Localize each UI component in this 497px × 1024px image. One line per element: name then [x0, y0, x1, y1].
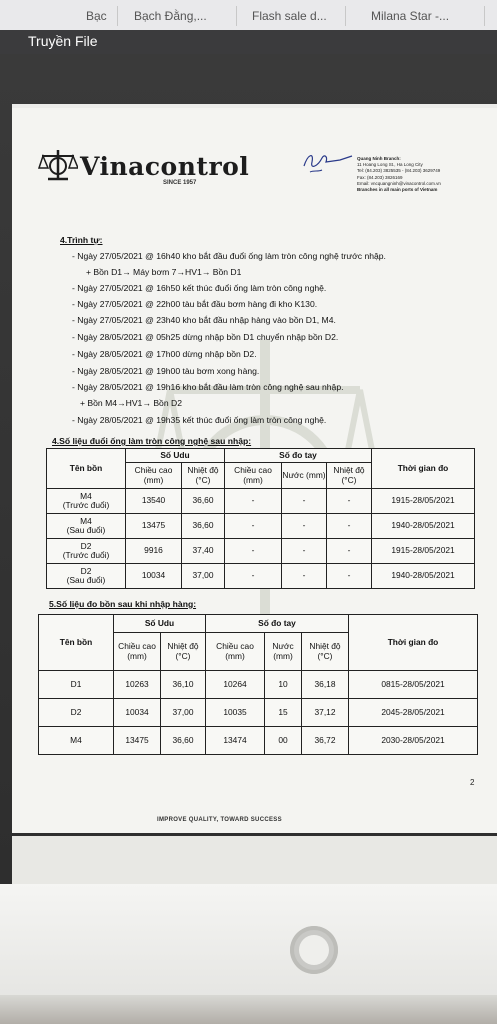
procedure-line: - Ngày 28/05/2021 @ 19h16 kho bắt đầu làm tròn công nghệ sau nhập.: [72, 382, 344, 392]
branch-fax: Fax: (84.203) 3826169: [357, 174, 403, 180]
th-height-manual: Chiều cao (mm): [225, 463, 282, 489]
tank-cell: D2 (Trước đuổi): [47, 539, 126, 564]
time-cell: 0815-28/05/2021: [349, 671, 478, 699]
home-button-icon: [299, 935, 329, 965]
tab-divider: [236, 6, 237, 26]
height-manual-cell: -: [225, 514, 282, 539]
table-row: [47, 564, 475, 589]
th-water: Nước (mm): [265, 633, 302, 671]
section4-heading: 4.Trình tự:: [60, 235, 103, 245]
temp-manual-cell: -: [327, 514, 372, 539]
th-manual: Số đo tay: [225, 449, 372, 463]
temp-manual-cell: 36,72: [302, 727, 349, 755]
tab-milana-star[interactable]: Milana Star -...: [371, 9, 450, 23]
table-row: [47, 514, 475, 539]
table-row: [39, 699, 478, 727]
height-manual-cell: -: [225, 539, 282, 564]
th-udu: Số Udu: [126, 449, 225, 463]
procedure-line: - Ngày 27/05/2021 @ 16h40 kho bắt đầu đuổi ống làm tròn công nghệ trước nhập.: [72, 251, 386, 261]
th-manual: Số đo tay: [206, 615, 349, 633]
th-temp: Nhiệt độ (°C): [161, 633, 206, 671]
tab-bac[interactable]: Bạc: [86, 9, 107, 23]
temp-cell: 36,60: [182, 514, 225, 539]
height-cell: 13475: [114, 727, 161, 755]
time-cell: 1915-28/05/2021: [372, 489, 475, 514]
company-since: SINCE 1957: [163, 180, 197, 186]
th-time: Thời gian đo: [349, 615, 478, 671]
th-height: Chiều cao (mm): [114, 633, 161, 671]
tank-cell: D2: [39, 699, 114, 727]
temp-cell: 37,00: [182, 564, 225, 589]
device-edge: [0, 995, 497, 1024]
time-cell: 2030-28/05/2021: [349, 727, 478, 755]
tank-cell: M4: [39, 727, 114, 755]
height-manual-cell: 13474: [206, 727, 265, 755]
height-cell: 10034: [114, 699, 161, 727]
height-cell: 10263: [114, 671, 161, 699]
tab-divider: [484, 6, 485, 26]
water-cell: -: [282, 539, 327, 564]
th-udu: Số Udu: [114, 615, 206, 633]
time-cell: 2045-28/05/2021: [349, 699, 478, 727]
temp-manual-cell: -: [327, 539, 372, 564]
procedure-line: - Ngày 28/05/2021 @ 19h00 tàu bơm xong hàng.: [72, 366, 260, 376]
height-cell: 9916: [126, 539, 182, 564]
table-row: [39, 671, 478, 699]
temp-cell: 36,60: [182, 489, 225, 514]
tank-cell: D2 (Sau đuổi): [47, 564, 126, 589]
table5: [38, 614, 478, 755]
tank-cell: M4 (Trước đuổi): [47, 489, 126, 514]
browser-tab-bar: [0, 0, 497, 30]
height-manual-cell: -: [225, 489, 282, 514]
time-cell: 1915-28/05/2021: [372, 539, 475, 564]
branch-title: Quang Ninh Branch:: [357, 156, 401, 161]
procedure-line: + Bồn M4→HV1→ Bồn D2: [80, 398, 182, 408]
th-temp-manual: Nhiệt độ (°C): [327, 463, 372, 489]
vinacontrol-logo-icon: [38, 148, 78, 182]
height-manual-cell: 10035: [206, 699, 265, 727]
procedure-line: - Ngày 28/05/2021 @ 05h25 dừng nhập bồn D1 chuyển nhập bồn D2.: [72, 332, 339, 342]
temp-manual-cell: -: [327, 489, 372, 514]
tab-flash-sale[interactable]: Flash sale d...: [252, 9, 327, 23]
th-temp: Nhiệt độ (°C): [182, 463, 225, 489]
page-number: 2: [470, 778, 475, 787]
height-cell: 13540: [126, 489, 182, 514]
temp-manual-cell: 37,12: [302, 699, 349, 727]
th-temp-manual: Nhiệt độ (°C): [302, 633, 349, 671]
tank-cell: M4 (Sau đuổi): [47, 514, 126, 539]
th-water: Nước (mm): [282, 463, 327, 489]
procedure-line: - Ngày 28/05/2021 @ 17h00 dừng nhập bồn D2.: [72, 349, 257, 359]
procedure-line: - Ngày 27/05/2021 @ 22h00 tàu bắt đầu bơm hàng đi kho K130.: [72, 299, 318, 309]
table5-heading: 5.Số liệu đo bồn sau khi nhập hàng:: [49, 599, 197, 609]
water-cell: -: [282, 564, 327, 589]
table-row: [47, 489, 475, 514]
temp-cell: 36,60: [161, 727, 206, 755]
procedure-line: - Ngày 28/05/2021 @ 19h35 kết thúc đuổi ống làm tròn công nghệ.: [72, 415, 327, 425]
branch-tel: Tel: (84.203) 3825535 - (84.203) 3629749: [357, 168, 441, 174]
branch-ports: Branches in all main ports of Vietnam: [357, 187, 438, 193]
temp-cell: 37,00: [161, 699, 206, 727]
water-cell: 15: [265, 699, 302, 727]
temp-cell: 36,10: [161, 671, 206, 699]
company-name: Vinacontrol: [80, 152, 250, 181]
page-footer-slogan: IMPROVE QUALITY, TOWARD SUCCESS: [157, 817, 282, 823]
height-manual-cell: -: [225, 564, 282, 589]
temp-cell: 37,40: [182, 539, 225, 564]
water-cell: 10: [265, 671, 302, 699]
height-manual-cell: 10264: [206, 671, 265, 699]
branch-info: [357, 156, 441, 193]
tank-cell: D1: [39, 671, 114, 699]
time-cell: 1940-28/05/2021: [372, 564, 475, 589]
temp-manual-cell: 36,18: [302, 671, 349, 699]
table-row: [47, 539, 475, 564]
th-tank: Tên bồn: [47, 449, 126, 489]
tab-bach-dang[interactable]: Bạch Đằng,...: [134, 9, 207, 23]
water-cell: -: [282, 489, 327, 514]
branch-address: 11 Hoang Long St., Ha Long City: [357, 162, 423, 168]
height-cell: 13475: [126, 514, 182, 539]
height-cell: 10034: [126, 564, 182, 589]
home-button[interactable]: [290, 926, 338, 974]
next-page-edge: [12, 836, 497, 884]
th-time: Thời gian đo: [372, 449, 475, 489]
table4-heading: 4.Số liệu đuổi ống làm tròn công nghệ sau nhập:: [52, 436, 252, 446]
water-cell: -: [282, 514, 327, 539]
procedure-line: - Ngày 27/05/2021 @ 23h40 kho bắt đầu nhập hàng vào bồn D1, M4.: [72, 315, 336, 325]
temp-manual-cell: -: [327, 564, 372, 589]
tab-divider: [345, 6, 346, 26]
procedure-line: - Ngày 27/05/2021 @ 16h50 kết thúc đuổi ống làm tròn công nghệ.: [72, 283, 327, 293]
th-height-manual: Chiều cao (mm): [206, 633, 265, 671]
branch-email: Email: vncquangninh@vinacontrol.com.vn: [357, 180, 441, 186]
table4: [46, 448, 475, 589]
time-cell: 1940-28/05/2021: [372, 514, 475, 539]
app-title: Truyền File: [28, 33, 98, 49]
app-title-bar: [0, 30, 497, 54]
handwritten-signature: [300, 146, 356, 176]
water-cell: 00: [265, 727, 302, 755]
th-tank: Tên bồn: [39, 615, 114, 671]
tab-divider: [117, 6, 118, 26]
table-row: [39, 727, 478, 755]
th-height: Chiều cao (mm): [126, 463, 182, 489]
procedure-line: + Bồn D1→ Máy bơm 7→HV1→ Bồn D1: [86, 267, 242, 277]
